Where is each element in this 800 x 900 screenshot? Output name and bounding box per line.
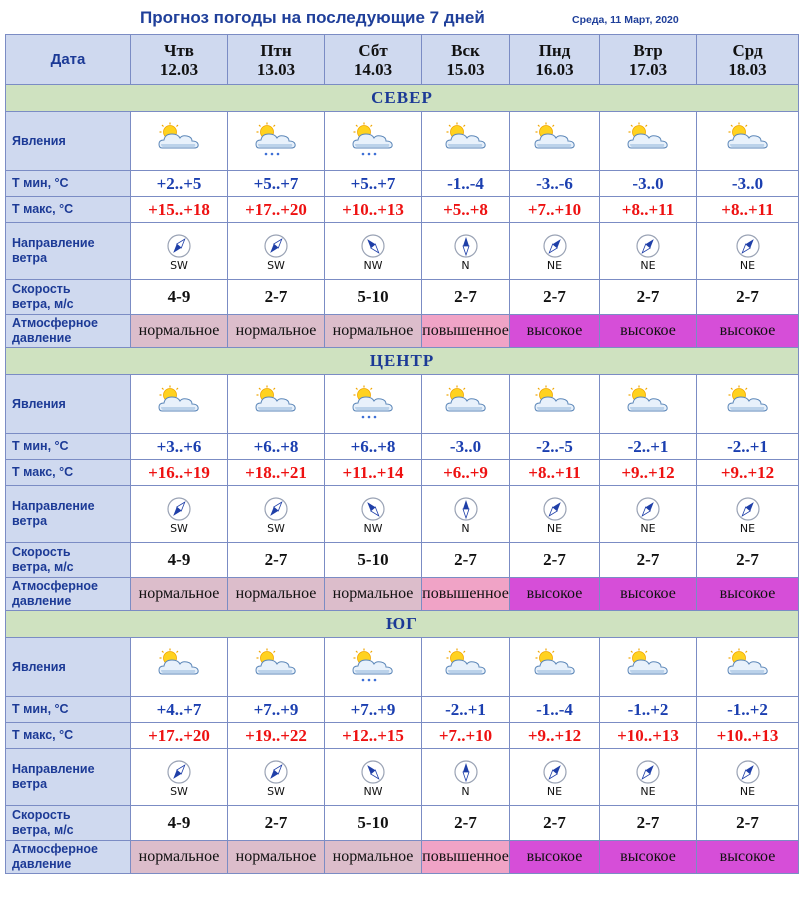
row-label-line: давление (12, 594, 72, 608)
date-header-row (6, 35, 799, 85)
tmax-cell: +9..+12 (697, 460, 799, 486)
phenomena-cell (510, 375, 600, 434)
compass-arrow-icon (635, 233, 661, 259)
day-header (422, 35, 510, 85)
wind-direction-label: NE (546, 784, 563, 798)
pressure-cell: высокое (600, 841, 697, 874)
wind-speed-cell: 2-7 (697, 806, 799, 841)
wind-direction-cell (422, 223, 510, 280)
wind-direction-cell (131, 749, 228, 806)
partly-cloudy-icon (720, 383, 776, 425)
wind-direction-cell (600, 486, 697, 543)
wind-direction-label: SW (267, 784, 285, 798)
tmax-cell: +17..+20 (228, 197, 325, 223)
tmax-cell: +10..+13 (600, 723, 697, 749)
wind-direction-label: SW (267, 258, 285, 272)
tmax-cell: +17..+20 (131, 723, 228, 749)
row-label-tmax: Т макс, °С (6, 460, 131, 486)
row-label-line: ветра (12, 514, 48, 528)
wind-direction-label: SW (170, 521, 188, 535)
pressure-cell: высокое (600, 578, 697, 611)
tmax-cell: +18..+21 (228, 460, 325, 486)
phenomena-cell (422, 638, 510, 697)
tmax-cell: +7..+10 (510, 197, 600, 223)
wind-direction-cell (228, 486, 325, 543)
compass-arrow-icon (166, 759, 192, 785)
wind-direction-label: N (461, 521, 470, 535)
date-column-header: Дата (6, 35, 131, 85)
phenomena-cell (131, 638, 228, 697)
row-label-phenomena: Явления (6, 638, 131, 697)
day-header (131, 35, 228, 85)
partly-cloudy-icon (720, 120, 776, 162)
wind-direction-label: N (461, 258, 470, 272)
day-date: 17.03 (628, 59, 668, 79)
row-label-line: Атмосферное (12, 842, 98, 856)
partly-cloudy-icon (620, 646, 676, 688)
tmax-cell: +6..+9 (422, 460, 510, 486)
day-of-week: Пнд (538, 40, 571, 60)
pressure-cell: нормальное (131, 578, 228, 611)
tmin-cell: +3..+6 (131, 434, 228, 460)
wind-direction-label: NW (363, 258, 383, 272)
compass-arrow-icon (453, 233, 479, 259)
tmin-cell: -2..+1 (697, 434, 799, 460)
row-label-line: Скорость (12, 545, 71, 559)
wind-direction-cell (510, 223, 600, 280)
day-header (325, 35, 422, 85)
tmin-cell: +5..+7 (228, 171, 325, 197)
wind-direction-row (6, 223, 799, 280)
compass-arrow-icon (166, 233, 192, 259)
tmax-cell: +8..+11 (697, 197, 799, 223)
tmin-cell: -3..0 (422, 434, 510, 460)
tmin-cell: -2..+1 (600, 434, 697, 460)
row-label-tmin: Т мин, °С (6, 434, 131, 460)
row-label-line: Направление (12, 762, 95, 776)
row-label-wind-speed (6, 280, 131, 315)
phenomena-cell (600, 375, 697, 434)
region-row (6, 85, 799, 112)
phenomena-cell (131, 112, 228, 171)
wind-direction-cell (510, 749, 600, 806)
tmin-cell: -1..-4 (422, 171, 510, 197)
wind-speed-cell: 4-9 (131, 280, 228, 315)
phenomena-cell (228, 112, 325, 171)
wind-direction-label: NE (739, 521, 756, 535)
wind-speed-cell: 5-10 (325, 280, 422, 315)
compass-arrow-icon (453, 759, 479, 785)
day-of-week: Птн (260, 40, 292, 60)
partly-cloudy-icon (438, 383, 494, 425)
row-label-wind-direction (6, 749, 131, 806)
day-date: 13.03 (256, 59, 296, 79)
wind-direction-cell (325, 223, 422, 280)
pressure-row (6, 315, 799, 348)
pressure-cell: нормальное (228, 578, 325, 611)
row-label-line: ветра, м/с (12, 823, 74, 837)
wind-direction-label: NE (640, 784, 656, 798)
row-label-phenomena: Явления (6, 112, 131, 171)
wind-speed-cell: 2-7 (510, 543, 600, 578)
pressure-cell: нормальное (325, 578, 422, 611)
wind-direction-cell (510, 486, 600, 543)
wind-direction-label: NE (739, 258, 756, 272)
row-label-tmin: Т мин, °С (6, 697, 131, 723)
partly-cloudy-icon (248, 383, 304, 425)
wind-speed-cell: 2-7 (600, 543, 697, 578)
pressure-cell: высокое (510, 578, 600, 611)
tmin-cell: +4..+7 (131, 697, 228, 723)
phenomena-cell (697, 638, 799, 697)
tmax-cell: +9..+12 (600, 460, 697, 486)
day-date: 16.03 (535, 59, 574, 79)
wind-direction-cell (325, 486, 422, 543)
phenomena-cell (228, 638, 325, 697)
cloud-snow-icon (248, 120, 304, 162)
partly-cloudy-icon (151, 383, 207, 425)
partly-cloudy-icon (720, 646, 776, 688)
wind-speed-cell: 2-7 (228, 543, 325, 578)
wind-speed-cell: 4-9 (131, 543, 228, 578)
pressure-cell: нормальное (325, 315, 422, 348)
tmin-cell: +6..+8 (325, 434, 422, 460)
partly-cloudy-icon (438, 120, 494, 162)
partly-cloudy-icon (151, 120, 207, 162)
tmin-cell: +7..+9 (228, 697, 325, 723)
tmin-cell: -1..-4 (510, 697, 600, 723)
wind-speed-row (6, 543, 799, 578)
partly-cloudy-icon (438, 646, 494, 688)
day-date: 15.03 (446, 59, 485, 79)
wind-direction-cell (422, 486, 510, 543)
pressure-cell: нормальное (131, 841, 228, 874)
partly-cloudy-icon (527, 383, 583, 425)
wind-speed-row (6, 806, 799, 841)
tmin-cell: -3..-6 (510, 171, 600, 197)
compass-arrow-icon (635, 496, 661, 522)
day-of-week: Чтв (163, 40, 194, 60)
row-label-line: Атмосферное (12, 579, 98, 593)
phenomena-cell (422, 375, 510, 434)
row-label-tmax: Т макс, °С (6, 723, 131, 749)
tmin-cell: +6..+8 (228, 434, 325, 460)
tmax-row (6, 723, 799, 749)
wind-speed-cell: 2-7 (422, 280, 510, 315)
page-header (0, 0, 800, 34)
day-of-week: Вск (451, 40, 480, 60)
pressure-cell: высокое (600, 315, 697, 348)
cloud-snow-icon (345, 646, 401, 688)
wind-speed-cell: 2-7 (600, 280, 697, 315)
compass-arrow-icon (735, 496, 761, 522)
wind-direction-label: NE (546, 521, 563, 535)
region-title: ЮГ (6, 611, 799, 638)
wind-speed-cell: 4-9 (131, 806, 228, 841)
row-label-pressure (6, 315, 131, 348)
tmin-cell: +2..+5 (131, 171, 228, 197)
wind-direction-row (6, 486, 799, 543)
wind-direction-label: N (461, 784, 470, 798)
phenomena-cell (510, 112, 600, 171)
wind-speed-cell: 2-7 (510, 280, 600, 315)
phenomena-cell (697, 375, 799, 434)
compass-arrow-icon (166, 496, 192, 522)
row-label-pressure (6, 841, 131, 874)
pressure-cell: повышенное (422, 315, 510, 348)
compass-arrow-icon (263, 496, 289, 522)
wind-direction-cell (697, 486, 799, 543)
cloud-snow-icon (345, 383, 401, 425)
row-label-tmin: Т мин, °С (6, 171, 131, 197)
tmin-row (6, 171, 799, 197)
row-label-line: ветра (12, 251, 48, 265)
forecast-table (5, 34, 799, 874)
partly-cloudy-icon (151, 646, 207, 688)
pressure-cell: повышенное (422, 578, 510, 611)
wind-direction-cell (600, 749, 697, 806)
wind-direction-row (6, 749, 799, 806)
day-header (510, 35, 600, 85)
wind-direction-cell (422, 749, 510, 806)
tmin-cell: -3..0 (600, 171, 697, 197)
day-of-week: Сбт (358, 40, 388, 60)
wind-direction-label: NE (640, 258, 656, 272)
phenomena-cell (600, 638, 697, 697)
row-label-line: Атмосферное (12, 316, 98, 330)
day-header (697, 35, 799, 85)
day-of-week: Срд (732, 40, 763, 60)
compass-arrow-icon (542, 759, 568, 785)
wind-direction-label: SW (170, 784, 188, 798)
wind-direction-cell (228, 749, 325, 806)
pressure-row (6, 578, 799, 611)
tmax-cell: +8..+11 (510, 460, 600, 486)
phenomena-cell (228, 375, 325, 434)
wind-direction-label: SW (170, 258, 188, 272)
row-label-line: ветра, м/с (12, 297, 74, 311)
tmax-cell: +8..+11 (600, 197, 697, 223)
compass-arrow-icon (635, 759, 661, 785)
tmin-cell: -1..+2 (600, 697, 697, 723)
wind-direction-cell (228, 223, 325, 280)
pressure-row (6, 841, 799, 874)
wind-direction-cell (697, 749, 799, 806)
row-label-pressure (6, 578, 131, 611)
pressure-cell: высокое (697, 841, 799, 874)
wind-speed-row (6, 280, 799, 315)
current-date: Среда, 11 Март, 2020 (572, 14, 679, 26)
phenomena-cell (325, 638, 422, 697)
phenomena-cell (131, 375, 228, 434)
phenomena-row (6, 375, 799, 434)
row-label-line: Направление (12, 499, 95, 513)
tmax-cell: +10..+13 (697, 723, 799, 749)
partly-cloudy-icon (620, 383, 676, 425)
tmin-cell: -2..+1 (422, 697, 510, 723)
phenomena-row (6, 112, 799, 171)
pressure-cell: нормальное (325, 841, 422, 874)
tmax-cell: +12..+15 (325, 723, 422, 749)
phenomena-cell (325, 375, 422, 434)
row-label-wind-speed (6, 543, 131, 578)
tmin-cell: +7..+9 (325, 697, 422, 723)
wind-direction-label: NE (640, 521, 656, 535)
tmax-cell: +11..+14 (325, 460, 422, 486)
wind-direction-label: SW (267, 521, 285, 535)
wind-speed-cell: 5-10 (325, 806, 422, 841)
partly-cloudy-icon (527, 120, 583, 162)
wind-direction-label: NW (363, 521, 383, 535)
wind-direction-cell (697, 223, 799, 280)
pressure-cell: высокое (510, 315, 600, 348)
tmax-cell: +7..+10 (422, 723, 510, 749)
row-label-wind-direction (6, 486, 131, 543)
wind-speed-cell: 2-7 (510, 806, 600, 841)
day-header (600, 35, 697, 85)
tmax-cell: +19..+22 (228, 723, 325, 749)
tmax-cell: +15..+18 (131, 197, 228, 223)
cloud-snow-icon (345, 120, 401, 162)
wind-direction-label: NE (739, 784, 756, 798)
compass-arrow-icon (263, 759, 289, 785)
pressure-cell: повышенное (422, 841, 510, 874)
region-title: СЕВЕР (6, 85, 799, 112)
tmax-cell: +10..+13 (325, 197, 422, 223)
wind-direction-label: NE (546, 258, 563, 272)
row-label-line: ветра (12, 777, 48, 791)
wind-direction-cell (131, 223, 228, 280)
tmax-row (6, 197, 799, 223)
phenomena-cell (325, 112, 422, 171)
tmax-row (6, 460, 799, 486)
region-row (6, 611, 799, 638)
phenomena-row (6, 638, 799, 697)
wind-direction-cell (325, 749, 422, 806)
compass-arrow-icon (542, 233, 568, 259)
row-label-line: давление (12, 331, 72, 345)
wind-speed-cell: 2-7 (697, 543, 799, 578)
partly-cloudy-icon (620, 120, 676, 162)
wind-direction-label: NW (363, 784, 383, 798)
wind-speed-cell: 2-7 (422, 806, 510, 841)
day-date: 18.03 (728, 59, 767, 79)
row-label-wind-direction (6, 223, 131, 280)
wind-speed-cell: 2-7 (228, 806, 325, 841)
tmin-cell: -1..+2 (697, 697, 799, 723)
tmin-row (6, 434, 799, 460)
row-label-wind-speed (6, 806, 131, 841)
compass-arrow-icon (735, 233, 761, 259)
pressure-cell: нормальное (131, 315, 228, 348)
row-label-line: Направление (12, 236, 95, 250)
compass-arrow-icon (360, 233, 386, 259)
tmax-cell: +9..+12 (510, 723, 600, 749)
compass-arrow-icon (360, 496, 386, 522)
wind-direction-cell (131, 486, 228, 543)
tmin-cell: -3..0 (697, 171, 799, 197)
tmin-cell: +5..+7 (325, 171, 422, 197)
day-date: 14.03 (353, 59, 393, 79)
phenomena-cell (422, 112, 510, 171)
tmin-cell: -2..-5 (510, 434, 600, 460)
row-label-line: Скорость (12, 282, 71, 296)
row-label-phenomena: Явления (6, 375, 131, 434)
tmin-row (6, 697, 799, 723)
region-title: ЦЕНТР (6, 348, 799, 375)
pressure-cell: высокое (697, 578, 799, 611)
compass-arrow-icon (735, 759, 761, 785)
wind-speed-cell: 5-10 (325, 543, 422, 578)
page-title: Прогноз погоды на последующие 7 дней (140, 8, 485, 27)
wind-speed-cell: 2-7 (697, 280, 799, 315)
compass-arrow-icon (542, 496, 568, 522)
pressure-cell: высокое (697, 315, 799, 348)
row-label-line: Скорость (12, 808, 71, 822)
row-label-line: давление (12, 857, 72, 871)
region-row (6, 348, 799, 375)
tmax-cell: +16..+19 (131, 460, 228, 486)
compass-arrow-icon (453, 496, 479, 522)
phenomena-cell (697, 112, 799, 171)
wind-speed-cell: 2-7 (422, 543, 510, 578)
wind-speed-cell: 2-7 (228, 280, 325, 315)
day-date: 12.03 (159, 59, 199, 79)
pressure-cell: высокое (510, 841, 600, 874)
wind-direction-cell (600, 223, 697, 280)
compass-arrow-icon (360, 759, 386, 785)
day-header (228, 35, 325, 85)
pressure-cell: нормальное (228, 841, 325, 874)
partly-cloudy-icon (248, 646, 304, 688)
phenomena-cell (600, 112, 697, 171)
day-of-week: Втр (633, 40, 663, 60)
partly-cloudy-icon (527, 646, 583, 688)
phenomena-cell (510, 638, 600, 697)
wind-speed-cell: 2-7 (600, 806, 697, 841)
row-label-tmax: Т макс, °С (6, 197, 131, 223)
compass-arrow-icon (263, 233, 289, 259)
tmax-cell: +5..+8 (422, 197, 510, 223)
row-label-line: ветра, м/с (12, 560, 74, 574)
pressure-cell: нормальное (228, 315, 325, 348)
